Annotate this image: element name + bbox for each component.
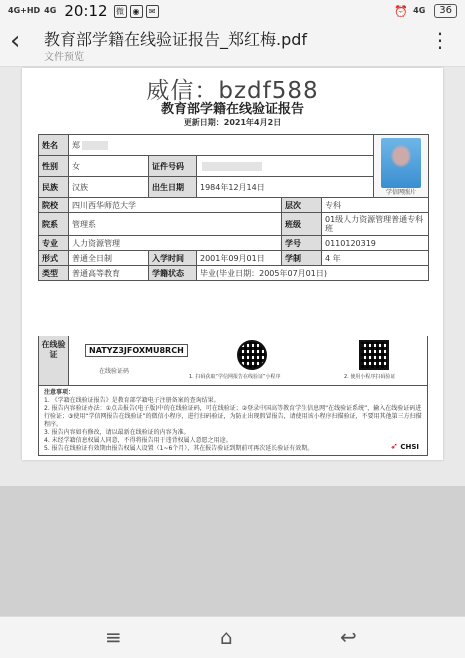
preview-background	[0, 486, 465, 616]
watermark-text: 威信：bzdf588	[146, 78, 319, 104]
label-type: 类型	[39, 266, 69, 281]
value-status: 毕业(毕业日期：2005年07月01日)	[197, 266, 429, 281]
value-dept: 管理系	[69, 213, 282, 236]
menu-icon[interactable]: ≡	[105, 625, 122, 649]
value-enroll: 2001年09月01日	[197, 251, 282, 266]
file-subtitle: 文件预览	[44, 52, 84, 63]
battery-indicator: 36	[434, 4, 457, 18]
qr1-caption: 1. 扫码获取“学信网报告在线验证”小程序	[189, 374, 281, 380]
label-dept: 院系	[39, 213, 69, 236]
note-item: 1. 《学籍在线验证报告》是教育部学籍电子注册备案的查询结果。	[44, 397, 220, 404]
clock: 20:12	[64, 2, 108, 20]
alarm-icon: ⏰	[394, 4, 409, 18]
app-bar	[0, 22, 465, 67]
value-level: 专科	[322, 198, 429, 213]
update-date: 更新日期：2021年4月2日	[183, 118, 282, 127]
label-class: 班级	[282, 213, 322, 236]
label-ethnic: 民族	[39, 177, 69, 198]
note-item: 2. 报告内容验证办法：①点击报告(电子版)中的在线验证码，可在线验证；②登录中国高等教育学生信息网“在线验证系统”，输入在线验证码进行验证；③使用“学信网报告在线验证”的微信小程序，进行扫码验证，为防止出现假冒报告，请使用该小程序扫描验证，不要用其他第三方扫描程序。	[44, 405, 422, 428]
back-arrow-icon[interactable]: ‹	[10, 26, 21, 56]
network-indicator-2: 4G	[44, 6, 57, 15]
miniprogram-qr-code	[237, 340, 267, 370]
signal-indicator: 4G	[413, 6, 426, 15]
value-type: 普通高等教育	[69, 266, 149, 281]
chsi-logo	[390, 443, 419, 451]
verify-code-caption: 在线验证码	[99, 368, 130, 375]
back-icon[interactable]: ↩	[340, 625, 357, 649]
label-status: 学籍状态	[149, 266, 197, 281]
mail-notification-icon: ✉	[146, 5, 159, 18]
value-student-no: 0110120319	[322, 236, 429, 251]
value-gender: 女	[69, 156, 149, 177]
verify-qr-code	[359, 340, 389, 370]
network-indicator: 4G+HD	[8, 6, 41, 15]
notes-section	[38, 386, 428, 456]
label-school: 院校	[39, 198, 69, 213]
value-class: 01级人力资源管理普通专科班	[322, 213, 429, 236]
more-menu-icon[interactable]: ⋮	[430, 28, 451, 52]
redaction-mask	[82, 141, 108, 150]
photo-cell	[374, 135, 429, 198]
value-form: 普通全日制	[69, 251, 149, 266]
label-name: 姓名	[39, 135, 69, 156]
note-item: 5. 报告在线验证有效期由报告权属人设置（1~6个月），其在报告验证到期前可再次延长验证有效期。	[44, 445, 314, 452]
note-item: 4. 未经学籍信息权属人同意，不得将报告用于违背权属人意愿之用途。	[44, 437, 232, 444]
notes-title: 注意事项：	[44, 389, 75, 396]
student-info-table	[38, 134, 429, 281]
label-level: 层次	[282, 198, 322, 213]
status-bar	[0, 0, 465, 22]
redaction-mask	[202, 162, 262, 171]
app-notification-icon: ◉	[130, 5, 143, 18]
chsi-bird-icon: ➶	[390, 442, 398, 452]
label-birth: 出生日期	[149, 177, 197, 198]
pdf-page[interactable]	[22, 68, 443, 460]
value-ethnic: 汉族	[69, 177, 149, 198]
verify-code[interactable]: NATYZ3JFOXMU8RCH	[85, 344, 188, 357]
verify-label: 在线验证	[39, 336, 69, 385]
document-title: 教育部学籍在线验证报告	[160, 102, 304, 117]
label-form: 形式	[39, 251, 69, 266]
value-length: 4 年	[322, 251, 429, 266]
home-icon[interactable]: ⌂	[220, 625, 233, 649]
value-major: 人力资源管理	[69, 236, 282, 251]
value-birth: 1984年12月14日	[197, 177, 374, 198]
chsi-logo-text: CHSI	[400, 443, 419, 451]
label-id: 证件号码	[149, 156, 197, 177]
file-title: 教育部学籍在线验证报告_郑红梅.pdf	[44, 30, 308, 49]
label-major: 专业	[39, 236, 69, 251]
value-name: 郑	[72, 140, 80, 150]
qr2-caption: 2. 使用小程序扫码验证	[344, 374, 396, 380]
label-student-no: 学号	[282, 236, 322, 251]
online-verify-section	[38, 336, 428, 386]
student-photo	[381, 138, 421, 188]
value-school: 四川西华师范大学	[69, 198, 282, 213]
app-notification-icon: 微	[114, 5, 127, 18]
note-item: 3. 报告内容如有修改，请以最新在线验证的内容为准。	[44, 429, 190, 436]
face-blur	[392, 146, 410, 166]
photo-caption: 学信网照片	[386, 189, 417, 196]
label-gender: 性别	[39, 156, 69, 177]
label-enroll: 入学时间	[149, 251, 197, 266]
label-length: 学制	[282, 251, 322, 266]
system-nav-bar	[0, 616, 465, 658]
